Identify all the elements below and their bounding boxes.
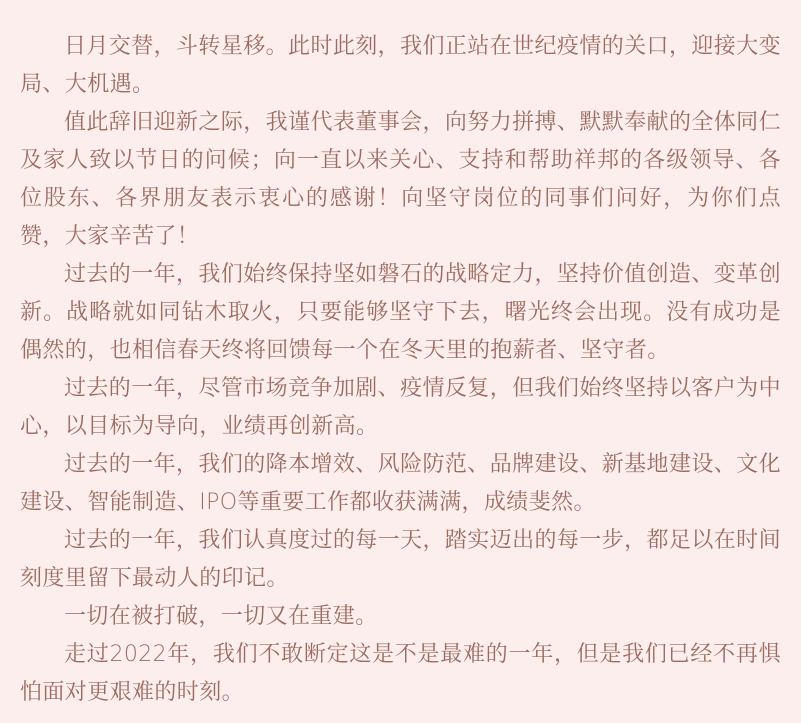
paragraph-greetings: 值此辞旧迎新之际，我谨代表董事会，向努力拼搏、默默奉献的全体同仁及家人致以节日的问候；向一直以来关心、支持和帮助祥邦的各级领导、各位股东、各界朋友表示衷心的感谢！向坚守岗位的同事们问好，为你们点赞，大家辛苦了！ xyxy=(20,110,781,249)
paragraph-achievements: 过去的一年，我们的降本增效、风险防范、品牌建设、新基地建设、文化建设、智能制造、IPO等重要工作都收获满满，成绩斐然。 xyxy=(20,452,781,515)
paragraph-opening: 日月交替，斗转星移。此时此刻，我们正站在世纪疫情的关口，迎接大变局、大机遇。 xyxy=(20,34,781,97)
paragraph-year-2022: 走过2022年，我们不敢断定这是不是最难的一年，但是我们已经不再惧怕面对更艰难的时刻。 xyxy=(20,642,781,705)
paragraph-strategy: 过去的一年，我们始终保持坚如磐石的战略定力，坚持价值创造、变革创新。战略就如同钻木取火，只要能够坚守下去，曙光终会出现。没有成功是偶然的，也相信春天终将回馈每一个在冬天里的抱薪者、坚守者。 xyxy=(20,262,781,363)
paragraph-rebuild: 一切在被打破，一切又在重建。 xyxy=(64,604,378,629)
paragraph-every-day: 过去的一年，我们认真度过的每一天，踏实迈出的每一步，都足以在时间刻度里留下最动人的印记。 xyxy=(20,528,781,591)
paragraph-customers: 过去的一年，尽管市场竞争加剧、疫情反复，但我们始终坚持以客户为中心，以目标为导向，业绩再创新高。 xyxy=(20,376,781,439)
